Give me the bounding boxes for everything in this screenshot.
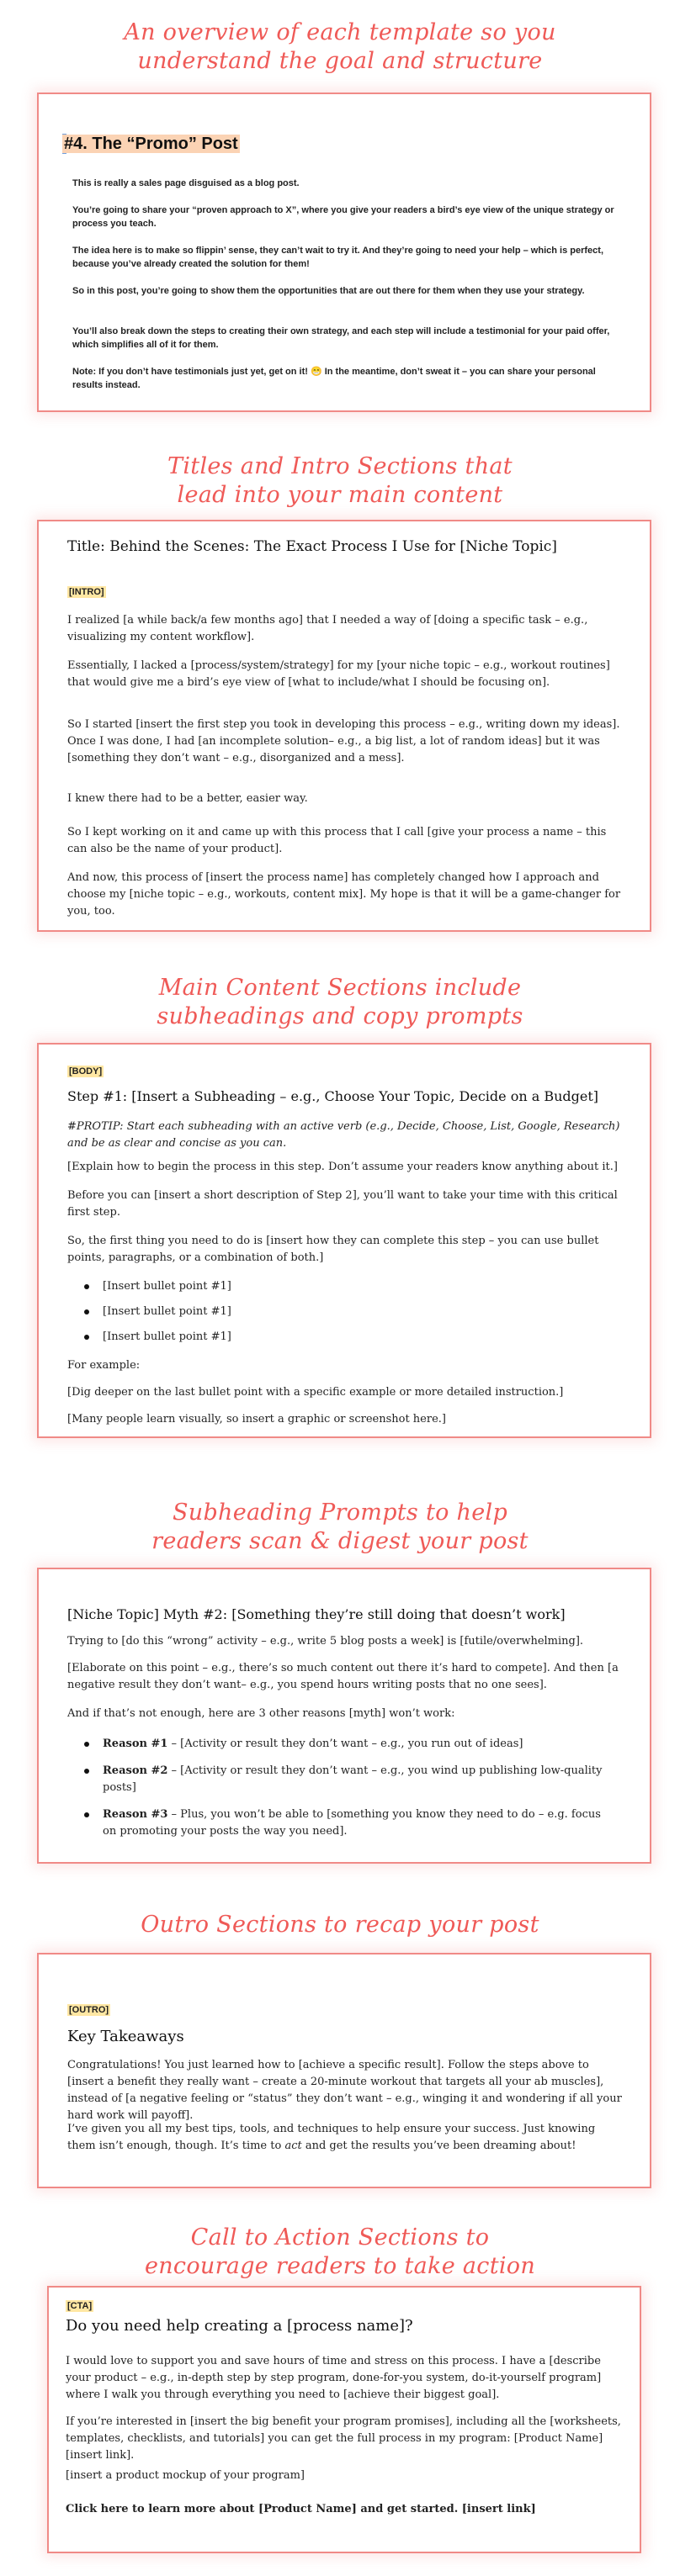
myth-reason-list	[67, 1736, 606, 1840]
reason-label: Reason #3	[103, 1808, 168, 1821]
body-paragraph: So, the first thing you need to do is [insert how they can complete this step – you can use bullet points, paragraphs, or a combination of both.]	[67, 1235, 599, 1264]
body-paragraph: Before you can [insert a short description of Step 2], you’ll want to take your time with this critical first step.	[67, 1189, 618, 1219]
myth-card	[37, 1568, 651, 1864]
myth-paragraph: Trying to [do this “wrong” activity – e.g., write 5 blog posts a week] is [futile/overwhelming].	[67, 1635, 584, 1648]
reason-text: – Plus, you won’t be able to [something you know they need to do – e.g. focus on promoting your posts the way you need].	[103, 1808, 601, 1838]
cta-card	[47, 2286, 641, 2553]
cta-tag: [CTA]	[67, 2301, 93, 2311]
cta-paragraph: If you’re interested in [insert the big benefit your program promises], including all the [worksheets, templates, checklists, and tutorials] you can get the full process in my program: [Product Name] [insert link].	[66, 2415, 621, 2462]
intro-title: Title: Behind the Scenes: The Exact Process I Use for [Niche Topic]	[67, 538, 557, 555]
promo-title-text: #4. The “Promo” Post	[64, 135, 238, 153]
intro-tag: [INTRO]	[69, 587, 104, 597]
outro-paragraph: Congratulations! You just learned how to [achieve a specific result]. Follow the steps above to [insert a benefit they really want – create a 20-minute workout that targets all your ab muscles], instead of [a negative feeling or “status” they don’t want – e.g., winging it and wondering if all your hard work will payoff].	[67, 2059, 622, 2122]
section-heading-overview	[0, 19, 680, 76]
intro-paragraph: I knew there had to be a better, easier way.	[67, 792, 308, 805]
heading-line: subheadings and copy prompts	[157, 1003, 523, 1029]
intro-card	[37, 520, 651, 932]
section-heading-main-content	[0, 974, 680, 1031]
section-heading-intro	[0, 452, 680, 510]
body-paragraph: [Dig deeper on the last bullet point with a specific example or more detailed instruction.]	[67, 1386, 564, 1399]
list-item: [Insert bullet point #1]	[67, 1304, 589, 1320]
heading-line: Main Content Sections include	[158, 975, 522, 1001]
heading-line: encourage readers to take action	[144, 2253, 536, 2279]
list-item: [Insert bullet point #1]	[67, 1329, 589, 1346]
list-item: [Insert bullet point #1]	[67, 1278, 589, 1295]
body-paragraph: [Many people learn visually, so insert a graphic or screenshot here.]	[67, 1413, 446, 1426]
body-step-heading: Step #1: [Insert a Subheading – e.g., Choose Your Topic, Decide on a Budget]	[67, 1088, 599, 1104]
heading-line: lead into your main content	[177, 482, 503, 508]
intro-paragraph: I realized [a while back/a few months ago] that I needed a way of [doing a specific task – e.g., visualizing my content workflow].	[67, 614, 588, 643]
intro-paragraph: So I started [insert the first step you took in developing this process – e.g., writing down my ideas]. Once I was done, I had [an incomplete solution– e.g., a big list, a lot of random ideas] but it was [something they don’t want – e.g., disorganized and a mess].	[67, 718, 620, 764]
myth-heading: [Niche Topic] Myth #2: [Something they’re still doing that doesn’t work]	[67, 1606, 566, 1622]
heading-line: Call to Action Sections to	[190, 2224, 490, 2251]
heading-line: Subheading Prompts to help	[172, 1500, 508, 1526]
cta-title: Do you need help creating a [process name]?	[66, 2317, 413, 2335]
body-card	[37, 1043, 651, 1438]
reason-label: Reason #2	[103, 1764, 168, 1777]
outro-tag: [OUTRO]	[69, 2005, 109, 2015]
intro-paragraph: Essentially, I lacked a [process/system/strategy] for my [your niche topic – e.g., workout routines] that would give me a bird’s eye view of [what to include/what I should be focusing on].	[67, 659, 610, 689]
section-heading-subheading	[0, 1499, 680, 1556]
heading-line: Outro Sections to recap your post	[141, 1912, 539, 1938]
list-item	[67, 1763, 606, 1796]
heading-line: understand the goal and structure	[137, 48, 543, 74]
reason-text: – [Activity or result they don’t want – e.g., you wind up publishing low-quality posts]	[103, 1764, 603, 1794]
promo-paragraph: You’ll also break down the steps to creating their own strategy, and each step will include a testimonial for your paid offer, which simplifies all of it for them.	[72, 326, 610, 350]
list-item	[67, 1806, 606, 1840]
promo-paragraph: This is really a sales page disguised as a blog post.	[72, 178, 300, 188]
outro-emphasis: act	[284, 2140, 302, 2152]
body-tag: [BODY]	[69, 1066, 103, 1076]
body-bullet-list	[67, 1278, 589, 1346]
intro-paragraph: And now, this process of [insert the process name] has completely changed how I approach and choose my [niche topic – e.g., workouts, content mix]. My hope is that it will be a game-changer for you, too.	[67, 871, 621, 918]
body-paragraph: [Explain how to begin the process in this step. Don’t assume your readers know anything about it.]	[67, 1161, 618, 1173]
outro-text: I’ve given you all my best tips, tools, and techniques to help ensure your success. Just knowing them isn’t enough, though. It’s time to	[67, 2123, 596, 2152]
cta-paragraph: I would love to support you and save hours of time and stress on this process. I have a [describe your product – e.g., in-depth step by step program, done-for-you system, do-it-yourself program] where I walk you through everything you need to [achieve their biggest goal].	[66, 2355, 602, 2401]
promo-title	[62, 135, 240, 154]
list-item	[67, 1736, 606, 1753]
heading-line: Titles and Intro Sections that	[167, 453, 513, 479]
promo-card	[37, 93, 651, 412]
body-protip: #PROTIP: Start each subheading with an active verb (e.g., Decide, Choose, List, Google, Research) and be as clear and concise as you can.	[67, 1120, 620, 1150]
body-paragraph: For example:	[67, 1359, 141, 1372]
outro-title: Key Takeaways	[67, 2028, 184, 2045]
section-heading-outro	[0, 1911, 680, 1939]
section-heading-cta	[0, 2224, 680, 2281]
cta-link-text[interactable]: Click here to learn more about [Product Name] and get started. [insert link]	[66, 2503, 536, 2515]
myth-paragraph: [Elaborate on this point – e.g., there’s so much content out there it’s hard to compete]. And then [a negative result they don’t want– e.g., you spend hours writing posts that no one sees].	[67, 1662, 619, 1691]
reason-text: – [Activity or result they don’t want – e.g., you run out of ideas]	[167, 1738, 523, 1750]
promo-paragraph: The idea here is to make so flippin’ sense, they can’t wait to try it. And they’re going to need your help – which is perfect, because you’ve already created the solution for them!	[72, 246, 604, 269]
promo-paragraph: You’re going to share your “proven approach to X”, where you give your readers a bird’s eye view of the unique strategy or process you teach.	[72, 205, 614, 229]
intro-paragraph: So I kept working on it and came up with this process that I call [give your process a name – this can also be the name of your product].	[67, 826, 607, 855]
outro-card	[37, 1953, 651, 2188]
myth-paragraph: And if that’s not enough, here are 3 other reasons [myth] won’t work:	[67, 1707, 455, 1720]
cta-paragraph: [insert a product mockup of your program]	[66, 2469, 305, 2482]
reason-label: Reason #1	[103, 1738, 168, 1750]
heading-line: An overview of each template so you	[124, 19, 556, 45]
outro-text: and get the results you’ve been dreaming about!	[301, 2140, 576, 2152]
promo-note: Note: If you don’t have testimonials just yet, get on it! 😁 In the meantime, don’t sweat it – you can share your personal results instead.	[72, 367, 596, 390]
outro-paragraph	[67, 2121, 624, 2155]
heading-line: readers scan & digest your post	[151, 1528, 529, 1554]
promo-paragraph: So in this post, you’re going to show them the opportunities that are out there for them when they use your strategy.	[72, 286, 585, 296]
